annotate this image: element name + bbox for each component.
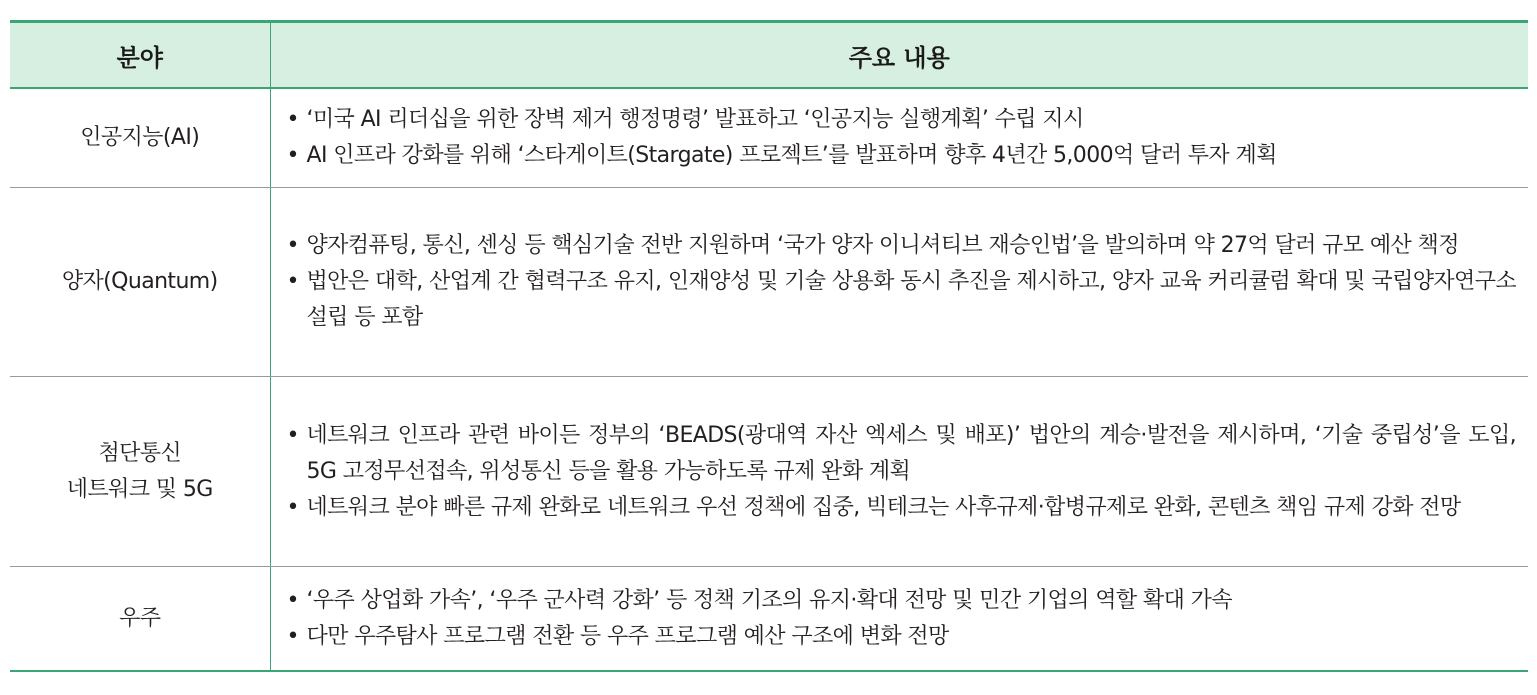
policy-table <box>10 20 1528 672</box>
header-row <box>10 22 1528 89</box>
table-row <box>10 567 1528 672</box>
table-row <box>10 377 1528 567</box>
bullet-item <box>285 490 1517 526</box>
bullet-item <box>285 619 1517 655</box>
table-row <box>10 88 1528 188</box>
table-row <box>10 188 1528 377</box>
header-field: 분야 <box>10 22 270 89</box>
row-content-cell <box>270 188 1528 377</box>
bullet-icon: • <box>286 143 299 168</box>
header-content: 주요 내용 <box>270 22 1528 89</box>
bullet-icon: • <box>286 587 299 613</box>
bullet-text: AI 인프라 강화를 위해 ‘스타게이트(Stargate) 프로젝트’를 발표하며 향후 4년간 5,000억 달러 투자 계획 <box>306 143 1277 168</box>
bullet-text: 다만 우주탐사 프로그램 전환 등 우주 프로그램 예산 구조에 변화 전망 <box>306 623 949 649</box>
row-field-label: 네트워크 및 5G <box>66 476 213 502</box>
bullet-list <box>285 418 1517 526</box>
bullet-text: 네트워크 인프라 관련 바이든 정부의 ‘BEADS(광대역 자산 엑세스 및 배포)’ 법안의 계승·발전을 제시하며, ‘기술 중립성’을 도입, 5G 고정무선접속, 위성통신 등을 활용 가능하도록 규제 완화 계획 <box>306 422 1516 484</box>
bullet-item <box>285 138 1517 174</box>
bullet-text: 양자컴퓨팅, 통신, 센싱 등 핵심기술 전반 지원하며 ‘국가 양자 이니셔티브 재승인법’을 발의하며 약 27억 달러 규모 예산 책정 <box>306 233 1459 258</box>
bullet-icon: • <box>286 623 299 649</box>
bullet-item <box>285 228 1517 264</box>
bullet-icon: • <box>286 233 299 258</box>
bullet-list <box>285 102 1517 174</box>
row-content-cell <box>270 88 1528 188</box>
bullet-icon: • <box>286 494 299 520</box>
bullet-icon: • <box>286 269 299 294</box>
row-field-cell <box>10 188 270 377</box>
row-content-cell <box>270 567 1528 672</box>
row-field-cell <box>10 377 270 567</box>
bullet-item <box>285 264 1517 336</box>
bullet-icon: • <box>286 422 299 448</box>
bullet-text: 네트워크 분야 빠른 규제 완화로 네트워크 우선 정책에 집중, 빅테크는 사후규제·합병규제로 완화, 콘텐츠 책임 규제 강화 전망 <box>306 494 1461 520</box>
row-field-label: 우주 <box>119 605 161 631</box>
row-field-label: 첨단통신 <box>98 440 182 466</box>
bullet-item <box>285 583 1517 619</box>
row-content-cell <box>270 377 1528 567</box>
policy-table-container <box>10 20 1528 672</box>
row-field-cell <box>10 88 270 188</box>
row-field-label: 인공지능(AI) <box>80 125 200 150</box>
bullet-list <box>285 583 1517 655</box>
table-body <box>10 88 1528 671</box>
bullet-icon: • <box>286 107 299 132</box>
bullet-item <box>285 102 1517 138</box>
table-header <box>10 22 1528 89</box>
bullet-text: ‘미국 AI 리더십을 위한 장벽 제거 행정명령’ 발표하고 ‘인공지능 실행계획’ 수립 지시 <box>306 107 1084 132</box>
bullet-text: 법안은 대학, 산업계 간 협력구조 유지, 인재양성 및 기술 상용화 동시 추진을 제시하고, 양자 교육 커리큘럼 확대 및 국립양자연구소 설립 등 포함 <box>306 269 1516 330</box>
bullet-text: ‘우주 상업화 가속’, ‘우주 군사력 강화’ 등 정책 기조의 유지·확대 전망 및 민간 기업의 역할 확대 가속 <box>306 587 1232 613</box>
bullet-list <box>285 228 1517 336</box>
row-field-label: 양자(Quantum) <box>61 269 218 294</box>
row-field-cell <box>10 567 270 672</box>
bullet-item <box>285 418 1517 490</box>
